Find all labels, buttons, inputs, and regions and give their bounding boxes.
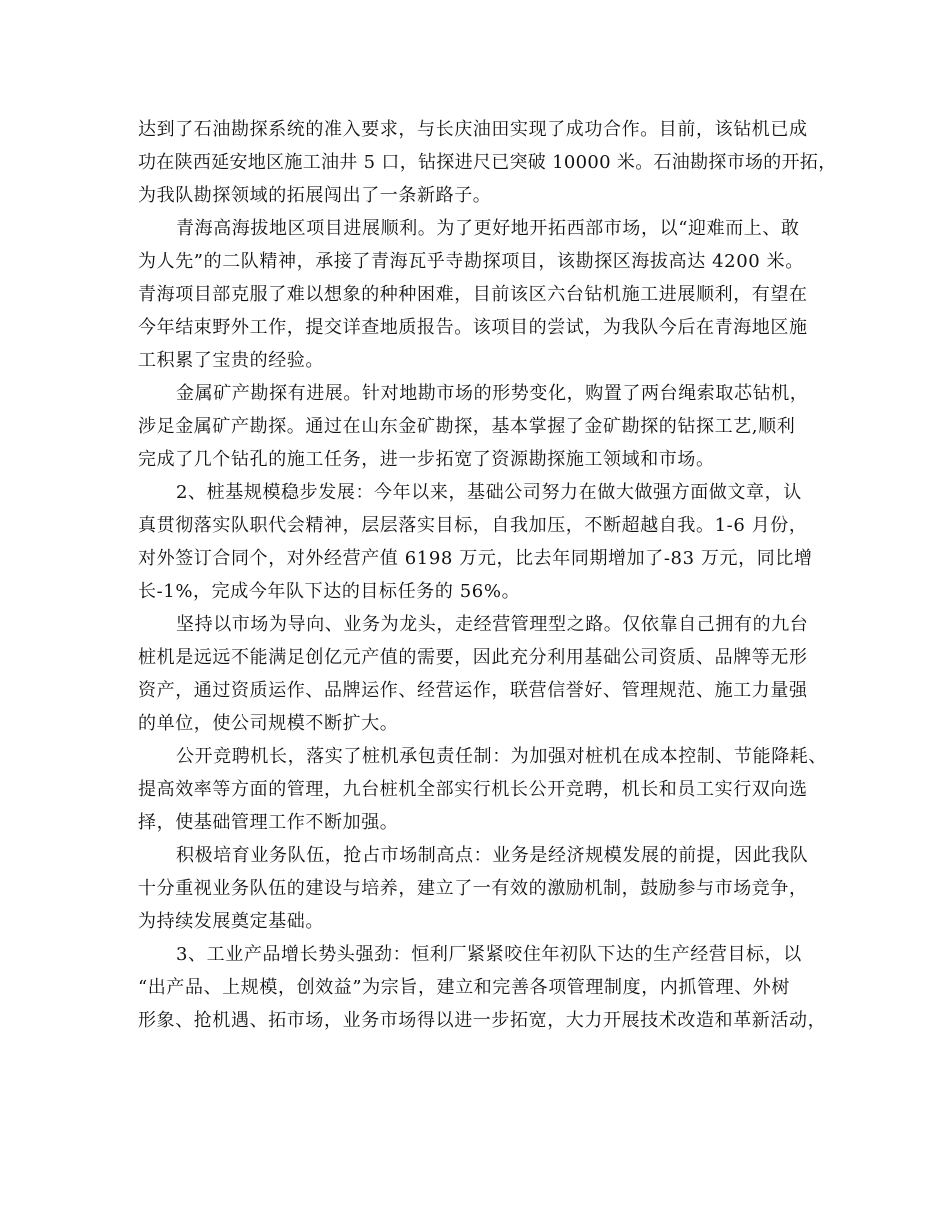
text-line: 桩机是远远不能满足创亿元产值的需要，因此充分利用基础公司资质、品牌等无形 — [138, 647, 808, 668]
text-line: 形象、抢机遇、拓市场，业务市场得以进一步拓宽，大力开展技术改造和革新活动， — [138, 1010, 827, 1031]
text-line: 积极培育业务队伍，抢占市场制高点：业务是经济规模发展的前提，因此我队 — [176, 845, 809, 866]
text-line: 资产，通过资质运作、品牌运作、经营运作，联营信誉好、管理规范、施工力量强 — [138, 680, 808, 701]
text-line: 3、工业产品增长势头强劲：恒利厂紧紧咬住年初队下达的生产经营目标，以 — [176, 944, 802, 965]
text-line: “出产品、上规模，创效益”为宗旨，建立和完善各项管理制度，内抓管理、外树 — [138, 977, 791, 998]
text-line: 青海项目部克服了难以想象的种种困难，目前该区六台钻机施工进展顺利，有望在 — [138, 284, 808, 305]
text-line: 涉足金属矿产勘探。通过在山东金矿勘探，基本掌握了金矿勘探的钻探工艺,顺利 — [138, 416, 796, 437]
text-line: 2、桩基规模稳步发展：今年以来，基础公司努力在做大做强方面做文章，认 — [176, 482, 802, 503]
text-line: 长-1%，完成今年队下达的目标任务的 56%。 — [138, 581, 521, 602]
text-line: 提高效率等方面的管理，九台桩机全部实行机长公开竞聘，机长和员工实行双向选 — [138, 779, 808, 800]
text-line: 功在陕西延安地区施工油井 5 口，钻探进尺已突破 10000 米。石油勘探市场的开拓， — [138, 152, 837, 173]
text-line: 坚持以市场为导向、业务为龙头，走经营管理型之路。仅依靠自己拥有的九台 — [176, 614, 809, 635]
document-body — [138, 113, 837, 1037]
text-line: 青海高海拔地区项目进展顺利。为了更好地开拓西部市场，以“迎难而上、敢 — [176, 218, 800, 239]
text-line: 为持续发展奠定基础。 — [138, 911, 324, 932]
text-line: 十分重视业务队伍的建设与培养，建立了一有效的激励机制，鼓励参与市场竞争， — [138, 878, 808, 899]
text-line: 真贯彻落实队职代会精神，层层落实目标，自我加压，不断超越自我。1-6 月份， — [138, 515, 808, 536]
text-line: 对外签订合同个，对外经营产值 6198 万元，比去年同期增加了-83 万元，同比增 — [138, 548, 813, 569]
text-line: 公开竞聘机长，落实了桩机承包责任制：为加强对桩机在成本控制、节能降耗、 — [176, 746, 827, 767]
text-line: 金属矿产勘探有进展。针对地勘市场的形势变化，购置了两台绳索取芯钻机， — [176, 383, 809, 404]
text-line: 完成了几个钻孔的施工任务，进一步拓宽了资源勘探施工领域和市场。 — [138, 449, 715, 470]
text-line: 为人先”的二队精神，承接了青海瓦乎寺勘探项目，该勘探区海拔高达 4200 米。 — [138, 251, 804, 272]
text-line: 的单位，使公司规模不断扩大。 — [138, 713, 399, 734]
text-line: 达到了石油勘探系统的准入要求，与长庆油田实现了成功合作。目前，该钻机已成 — [138, 119, 808, 140]
text-line: 为我队勘探领域的拓展闯出了一条新路子。 — [138, 185, 492, 206]
text-line: 择，使基础管理工作不断加强。 — [138, 812, 399, 833]
text-line: 今年结束野外工作，提交详查地质报告。该项目的尝试，为我队今后在青海地区施 — [138, 317, 808, 338]
text-line: 工积累了宝贵的经验。 — [138, 350, 324, 371]
